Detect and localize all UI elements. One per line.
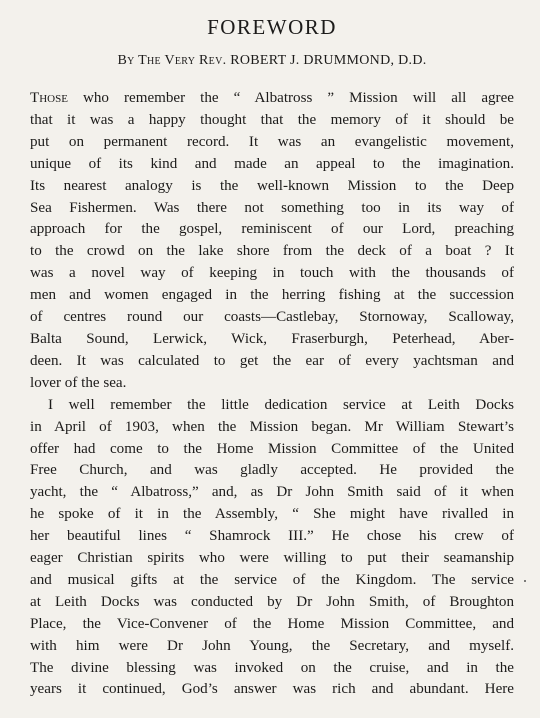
text-line: Its nearest analogy is the well-known Mission to the Deep xyxy=(30,177,514,194)
text-line: that it was a happy thought that the memory of it should be xyxy=(30,111,514,128)
text-line: Place, the Vice-Convener of the Home Mission Committee, and xyxy=(30,615,514,632)
text-line: and musical gifts at the service of the Kingdom. The service xyxy=(30,571,514,588)
byline-prefix: By The Very Rev. xyxy=(117,53,227,68)
text-line: The divine blessing was invoked on the cruise, and in the xyxy=(30,659,514,676)
text-line: Sea Fishermen. Was there not something too in its way of xyxy=(30,199,514,216)
text-line: with him were Dr John Young, the Secretary, and myself. xyxy=(30,637,514,654)
text-line: offer had come to the Home Mission Committee of the United xyxy=(30,440,514,457)
scan-speck xyxy=(524,580,526,582)
text-line: I well remember the little dedication service at Leith Docks xyxy=(48,396,514,413)
page-title: FOREWORD xyxy=(207,15,337,39)
text-line: Those who remember the “ Albatross ” Mission will all agree xyxy=(30,90,514,106)
text-line: men and women engaged in the herring fishing at the succession xyxy=(30,287,514,304)
text-line: years it continued, God’s answer was rich and abundant. Here xyxy=(30,681,514,698)
text-line: Free Church, and was gladly accepted. He provided the xyxy=(30,462,514,479)
text-line: put on permanent record. It was an evangelistic movement, xyxy=(30,133,514,150)
text-line: he spoke of it in the Assembly, “ She might have rivalled in xyxy=(30,506,514,523)
text-line: lover of the sea. xyxy=(30,374,127,391)
text-line: her beautiful lines “ Shamrock III.” He chose his crew of xyxy=(30,528,514,545)
text-line: approach for the gospel, reminiscent of our Lord, preaching xyxy=(30,221,514,238)
text-line: eager Christian spirits who were willing to put their seamanship xyxy=(30,550,514,567)
text-line: was a novel way of keeping in touch with the thousands of xyxy=(30,265,514,282)
text-line: at Leith Docks was conducted by Dr John Smith, of Broughton xyxy=(30,593,514,610)
byline xyxy=(30,52,514,70)
text-line: unique of its kind and made an appeal to the imagination. xyxy=(30,155,514,172)
text-line: Balta Sound, Lerwick, Wick, Fraserburgh, Peterhead, Aber- xyxy=(30,330,514,347)
text-line: of centres round our coasts—Castlebay, Stornoway, Scalloway, xyxy=(30,309,514,326)
text-line: in April of 1903, when the Mission began. Mr William Stewart’s xyxy=(30,418,514,435)
text-line: to the crowd on the lake shore from the deck of a boat ? It xyxy=(30,243,514,260)
byline-author: ROBERT J. DRUMMOND, D.D. xyxy=(230,53,427,68)
foreword-body xyxy=(30,88,514,701)
text-line: yacht, the “ Albatross,” and, as Dr John Smith said of it when xyxy=(30,484,514,501)
text-line: deen. It was calculated to get the ear of every yachtsman and xyxy=(30,352,514,369)
paragraph-lead-word: Those xyxy=(30,90,68,106)
